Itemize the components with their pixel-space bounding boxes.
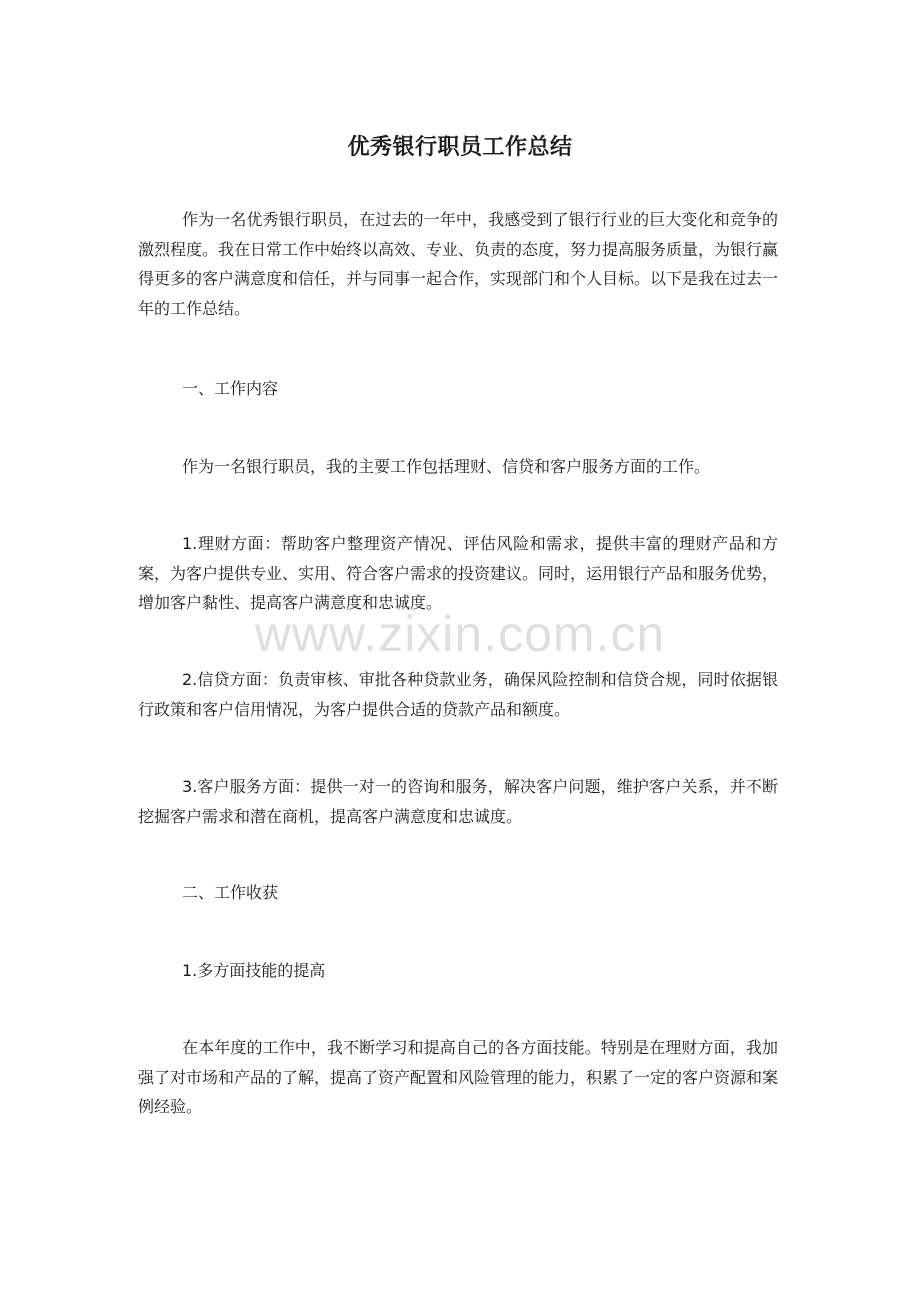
credit-paragraph: 2.信贷方面：负责审核、审批各种贷款业务，确保风险控制和信贷合规，同时依据银行政策和客户信用情况，为客户提供合适的贷款产品和额度。 bbox=[138, 670, 778, 719]
watermark: www.zixin.com.cn bbox=[254, 606, 666, 662]
document-title: 优秀银行职员工作总结 bbox=[347, 135, 573, 160]
work-content-paragraph: 作为一名银行职员，我的主要工作包括理财、信贷和客户服务方面的工作。 bbox=[182, 457, 711, 476]
section-heading-work-gains: 二、工作收获 bbox=[182, 883, 279, 902]
intro-paragraph: 作为一名优秀银行职员，在过去的一年中，我感受到了银行行业的巨大变化和竞争的激烈程度。我在日常工作中始终以高效、专业、负责的态度，努力提高服务质量，为银行赢得更多的客户满意度和信任，并与同事一起合作，实现部门和个人目标。以下是我在过去一年的工作总结。 bbox=[138, 210, 779, 318]
customer-service-paragraph: 3.客户服务方面：提供一对一的咨询和服务，解决客户问题，维护客户关系，并不断挖掘客户需求和潜在商机，提高客户满意度和忠诚度。 bbox=[138, 777, 778, 826]
skills-paragraph: 在本年度的工作中，我不断学习和提高自己的各方面技能。特别是在理财方面，我加强了对市场和产品的了解，提高了资产配置和风险管理的能力，积累了一定的客户资源和案例经验。 bbox=[138, 1038, 779, 1116]
section-heading-work-content: 一、工作内容 bbox=[182, 379, 279, 398]
finance-paragraph: 1.理财方面：帮助客户整理资产情况、评估风险和需求，提供丰富的理财产品和方案，为客户提供专业、实用、符合客户需求的投资建议。同时，运用银行产品和服务优势，增加客户黏性、提高客户满意度和忠诚度。 bbox=[138, 534, 779, 612]
subheading-skills: 1.多方面技能的提高 bbox=[182, 961, 326, 980]
